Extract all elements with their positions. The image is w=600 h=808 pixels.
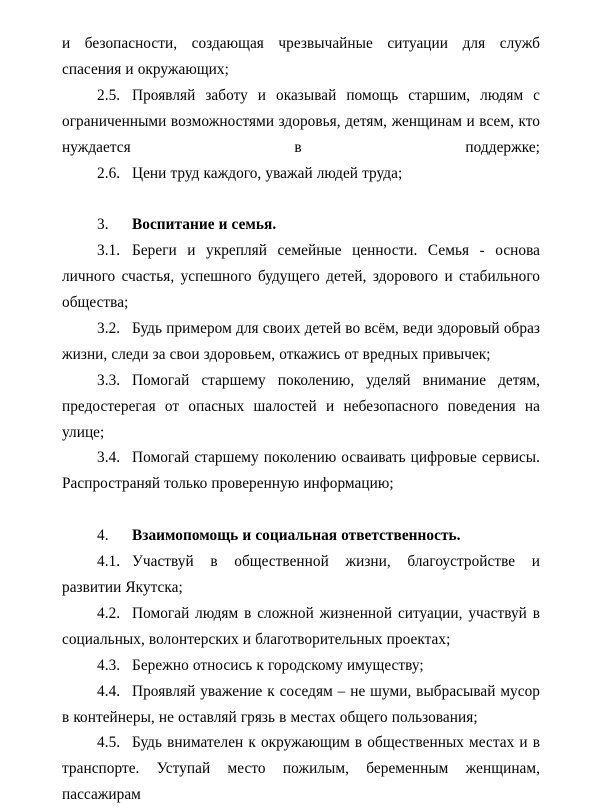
clause-4-2-text: Помогай людям в сложной жизненной ситуации, участвуй в социальных, волонтерских и благотворительных проектах; bbox=[62, 604, 540, 648]
clause-4-2 bbox=[62, 601, 540, 653]
clause-3-1-text: Береги и укрепляй семейные ценности. Семья - основа личного счастья, успешного будущего детей, здорового и стабильного общества; bbox=[62, 242, 540, 312]
clause-3-1-number: 3.1. bbox=[97, 242, 121, 260]
clause-4-3-number: 4.3. bbox=[97, 656, 121, 674]
section-3-title: Воспитание и семья. bbox=[132, 216, 277, 234]
clause-4-3 bbox=[62, 653, 540, 679]
clause-3-4-number: 3.4. bbox=[97, 449, 121, 467]
clause-4-4 bbox=[62, 679, 540, 731]
clause-4-4-number: 4.4. bbox=[97, 682, 121, 700]
section-4-number: 4. bbox=[97, 527, 109, 545]
clause-3-3-number: 3.3. bbox=[97, 371, 121, 389]
clause-4-1 bbox=[62, 549, 540, 601]
clause-4-5-number: 4.5. bbox=[97, 734, 121, 752]
section-3-number: 3. bbox=[97, 216, 109, 234]
clause-4-5 bbox=[62, 730, 540, 808]
section-4-heading bbox=[62, 523, 540, 549]
clause-2-6-text: Цени труд каждого, уважай людей труда; bbox=[132, 164, 403, 182]
clause-2-6 bbox=[62, 161, 540, 187]
clause-3-4-text: Помогай старшему поколению осваивать цифровые сервисы. Распространяй только проверенную информацию; bbox=[62, 449, 540, 493]
clause-4-5-text: Будь внимателен к окружающим в общественных местах и в транспорте. Уступай место пожилым, беременным женщинам, пассажирам bbox=[62, 734, 540, 804]
document-text-column bbox=[62, 31, 540, 808]
clause-2-6-number: 2.6. bbox=[97, 164, 121, 182]
section-3-heading bbox=[62, 212, 540, 238]
section-4-title: Взаимопомощь и социальная ответственность. bbox=[132, 527, 461, 545]
clause-4-4-text: Проявляй уважение к соседям – не шуми, выбрасывай мусор в контейнеры, не оставляй грязь в местах общего пользования; bbox=[62, 682, 540, 726]
carryover-paragraph: и безопасности, создающая чрезвычайные ситуации для служб спасения и окружающих; bbox=[62, 35, 540, 78]
clause-3-2-number: 3.2. bbox=[97, 319, 121, 337]
clause-3-4 bbox=[62, 445, 540, 497]
clause-4-2-number: 4.2. bbox=[97, 604, 121, 622]
clause-3-2-text: Будь примером для своих детей во всём, веди здоровый образ жизни, следи за свои здоровьем, откажись от вредных привычек; bbox=[62, 319, 540, 363]
clause-4-3-text: Бережно относись к городскому имуществу; bbox=[132, 656, 424, 674]
clause-4-1-number: 4.1. bbox=[97, 553, 121, 571]
clause-2-5-number: 2.5. bbox=[97, 86, 121, 104]
clause-3-3 bbox=[62, 368, 540, 446]
clause-4-1-text: Участвуй в общественной жизни, благоустройстве и развитии Якутска; bbox=[62, 553, 540, 596]
paragraph-spacer bbox=[62, 497, 540, 523]
paragraph-spacer bbox=[62, 186, 540, 212]
clause-3-2 bbox=[62, 316, 540, 368]
clause-3-3-text: Помогай старшему поколению, уделяй внимание детям, предостерегая от опасных шалостей и небезопасного поведения на улице; bbox=[62, 371, 540, 441]
clause-2-5 bbox=[62, 83, 540, 161]
clause-2-5-text: Проявляй заботу и оказывай помощь старшим, людям с ограниченными возможностями здоровья, детям, женщинам и всем, кто нуждается в поддержке; bbox=[62, 86, 540, 156]
clause-3-1 bbox=[62, 238, 540, 316]
